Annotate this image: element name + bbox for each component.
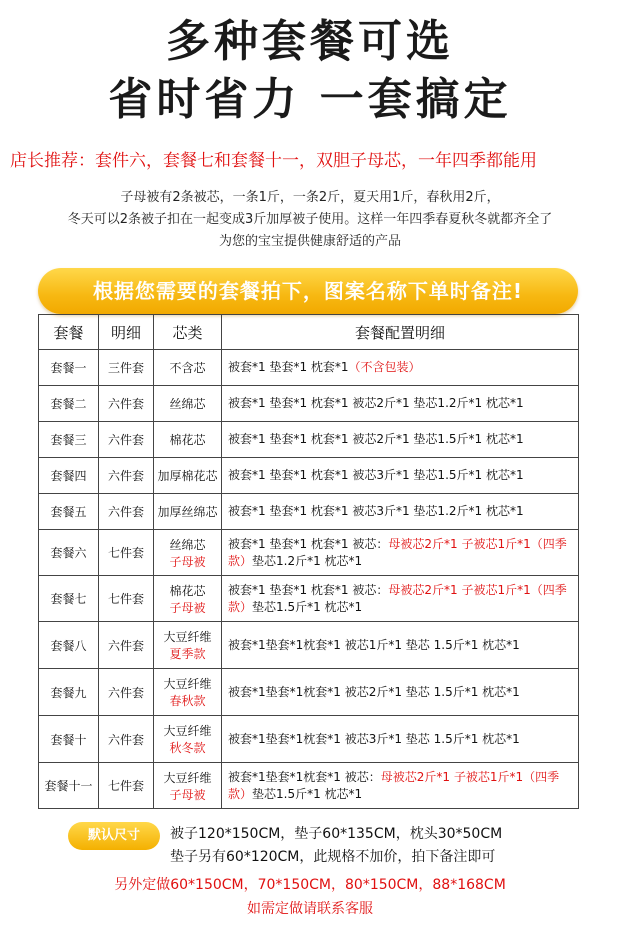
column-header-pieces: 明细 <box>99 315 154 350</box>
detail-text: 被套*1垫套*1枕套*1 被芯1斤*1 垫芯 1.5斤*1 枕芯*1 <box>228 637 520 652</box>
piece-count-cell: 七件套 <box>99 576 154 622</box>
order-note-banner: 根据您需要的套餐拍下，图案名称下单时备注! <box>38 268 578 314</box>
default-size-line: 垫子另有60*120CM，此规格不加价，拍下备注即可 <box>170 849 496 865</box>
package-name-cell: 套餐五 <box>39 494 99 530</box>
core-type-cell <box>154 576 222 622</box>
table-row <box>39 716 579 763</box>
detail-highlight: （不含包装） <box>348 360 421 374</box>
package-detail-cell <box>222 350 579 386</box>
detail-text: 被套*1 垫套*1 枕套*1 被芯3斤*1 垫芯1.5斤*1 枕芯*1 <box>228 468 524 482</box>
detail-tail: 垫芯1.2斤*1 枕芯*1 <box>252 553 363 568</box>
package-name-cell: 套餐四 <box>39 458 99 494</box>
piece-count-cell: 六件套 <box>99 622 154 669</box>
package-name-cell: 套餐三 <box>39 422 99 458</box>
package-detail-cell <box>222 458 579 494</box>
core-type-cell <box>154 350 222 386</box>
core-type: 棉花芯 <box>169 583 206 598</box>
table-row <box>39 576 579 622</box>
table-row <box>39 530 579 576</box>
package-name-cell: 套餐十一 <box>39 763 99 809</box>
owner-recommendation: 店长推荐：套件六，套餐七和套餐十一，双胆子母芯，一年四季都能用 <box>10 151 537 171</box>
piece-count-cell: 六件套 <box>99 386 154 422</box>
package-detail-cell <box>222 669 579 716</box>
table-row <box>39 763 579 809</box>
table-row <box>39 494 579 530</box>
piece-count-cell: 七件套 <box>99 530 154 576</box>
piece-count-cell: 六件套 <box>99 494 154 530</box>
piece-count-cell: 六件套 <box>99 716 154 763</box>
package-table <box>38 314 579 809</box>
piece-count-cell: 三件套 <box>99 350 154 386</box>
detail-text: 被套*1垫套*1枕套*1 被芯2斤*1 垫芯 1.5斤*1 枕芯*1 <box>228 684 520 699</box>
package-name-cell: 套餐八 <box>39 622 99 669</box>
column-header-core: 芯类 <box>154 315 222 350</box>
table-row <box>39 669 579 716</box>
core-type-cell <box>154 530 222 576</box>
table-row <box>39 458 579 494</box>
core-type-cell <box>154 716 222 763</box>
package-detail-cell <box>222 576 579 622</box>
package-table-body <box>39 350 579 809</box>
description-line: 子母被有2条被芯，一条1斤，一条2斤，夏天用1斤，春秋用2斤， <box>120 190 500 205</box>
core-type-cell <box>154 622 222 669</box>
description-line: 冬天可以2条被子扣在一起变成3斤加厚被子使用。这样一年四季春夏秋冬就都齐全了 <box>67 212 553 227</box>
detail-text: 被套*1 垫套*1 枕套*1 被芯3斤*1 垫芯1.2斤*1 枕芯*1 <box>228 504 524 518</box>
detail-highlight: 母被芯2斤*1 子被芯1斤*1（四季款） <box>228 536 567 568</box>
detail-text: 被套*1 垫套*1 枕套*1 被芯： <box>228 536 389 551</box>
detail-highlight: 母被芯2斤*1 子被芯1斤*1（四季款） <box>228 769 560 801</box>
piece-count-cell: 六件套 <box>99 669 154 716</box>
package-name-cell: 套餐二 <box>39 386 99 422</box>
page-title-line1: 多种套餐可选 <box>166 16 454 67</box>
table-row <box>39 386 579 422</box>
package-detail-cell <box>222 622 579 669</box>
detail-text: 被套*1 垫套*1 枕套*1 被芯2斤*1 垫芯1.2斤*1 枕芯*1 <box>228 396 524 410</box>
package-detail-cell <box>222 716 579 763</box>
package-detail-cell <box>222 530 579 576</box>
package-detail-cell <box>222 386 579 422</box>
detail-tail: 垫芯1.5斤*1 枕芯*1 <box>252 786 363 801</box>
package-detail-cell <box>222 763 579 809</box>
package-name-cell: 套餐六 <box>39 530 99 576</box>
core-type: 棉花芯 <box>169 433 206 447</box>
default-size-line: 被子120*150CM，垫子60*135CM，枕头30*50CM <box>170 826 503 842</box>
detail-tail: 垫芯1.5斤*1 枕芯*1 <box>252 599 363 614</box>
piece-count-cell: 七件套 <box>99 763 154 809</box>
detail-text: 被套*1 垫套*1 枕套*1 <box>228 360 349 374</box>
column-header-package: 套餐 <box>39 315 99 350</box>
detail-highlight: 母被芯2斤*1 子被芯1斤*1（四季款） <box>228 582 567 614</box>
core-type: 丝绵芯 <box>169 537 206 552</box>
core-type: 大豆纤维 <box>163 677 212 691</box>
detail-text: 被套*1 垫套*1 枕套*1 被芯： <box>228 582 389 597</box>
description-line: 为您的宝宝提供健康舒适的产品 <box>218 234 401 249</box>
core-subtype: 子母被 <box>169 787 206 802</box>
core-subtype: 春秋款 <box>169 694 206 708</box>
core-subtype: 子母被 <box>169 600 206 615</box>
package-name-cell: 套餐九 <box>39 669 99 716</box>
package-detail-cell <box>222 422 579 458</box>
table-row <box>39 622 579 669</box>
default-size-badge: 默认尺寸 <box>68 822 160 850</box>
table-row <box>39 350 579 386</box>
package-name-cell: 套餐七 <box>39 576 99 622</box>
page-title-line2: 省时省力 一套搞定 <box>108 74 512 125</box>
package-name-cell: 套餐十 <box>39 716 99 763</box>
core-subtype: 夏季款 <box>169 647 206 661</box>
core-type: 加厚丝绵芯 <box>157 505 218 519</box>
detail-text: 被套*1垫套*1枕套*1 被芯3斤*1 垫芯 1.5斤*1 枕芯*1 <box>228 731 520 746</box>
detail-text: 被套*1 垫套*1 枕套*1 被芯2斤*1 垫芯1.5斤*1 枕芯*1 <box>228 432 524 446</box>
core-type: 大豆纤维 <box>163 770 212 785</box>
table-row <box>39 422 579 458</box>
core-type-cell <box>154 386 222 422</box>
core-type: 不含芯 <box>169 361 206 375</box>
column-header-detail: 套餐配置明细 <box>222 315 579 350</box>
detail-text: 被套*1垫套*1枕套*1 被芯： <box>228 769 381 784</box>
custom-size-line: 另外定做60*150CM，70*150CM，80*150CM，88*168CM <box>114 877 506 893</box>
core-type: 大豆纤维 <box>163 630 212 644</box>
core-type: 加厚棉花芯 <box>157 469 218 483</box>
package-name-cell: 套餐一 <box>39 350 99 386</box>
core-type-cell <box>154 669 222 716</box>
table-header-row <box>39 315 579 350</box>
core-type-cell <box>154 763 222 809</box>
package-detail-cell <box>222 494 579 530</box>
piece-count-cell: 六件套 <box>99 458 154 494</box>
core-type: 丝绵芯 <box>169 397 206 411</box>
core-type-cell <box>154 458 222 494</box>
core-type-cell <box>154 422 222 458</box>
core-subtype: 子母被 <box>169 554 206 569</box>
piece-count-cell: 六件套 <box>99 422 154 458</box>
core-subtype: 秋冬款 <box>169 741 206 755</box>
core-type-cell <box>154 494 222 530</box>
custom-service-line: 如需定做请联系客服 <box>247 901 373 917</box>
core-type: 大豆纤维 <box>163 724 212 738</box>
